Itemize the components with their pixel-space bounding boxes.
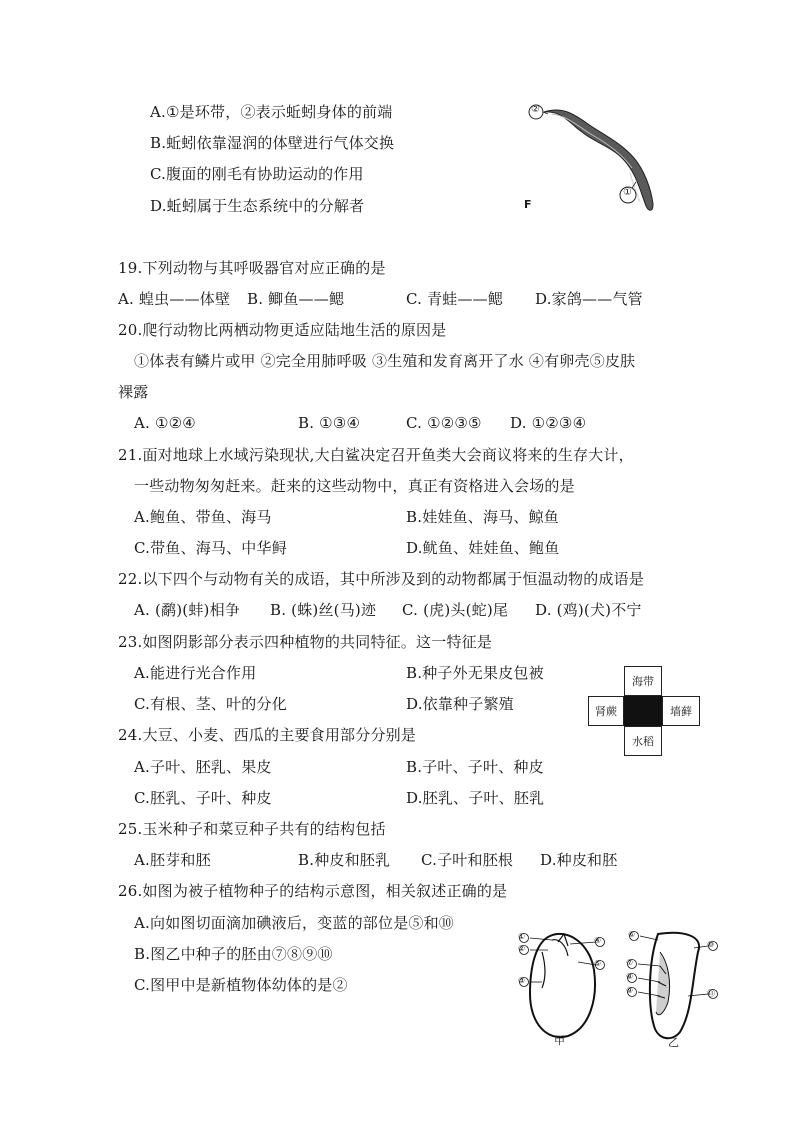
q23-option-b: B.种子外无果皮包被 [406, 664, 544, 682]
cross-right-box [662, 696, 700, 726]
q19-option-a: A. 蝗虫——体壁 [118, 290, 231, 308]
cross-left-label: 肾蕨 [595, 705, 617, 718]
q23-option-a: A.能进行光合作用 [134, 664, 257, 682]
q20-statements-line1: ①体表有鳞片或甲 ②完全用肺呼吸 ③生殖和发育离开了水 ④有卵壳⑤皮肤 [134, 352, 636, 370]
q21-option-b: B.娃娃鱼、海马、鲸鱼 [406, 508, 559, 526]
seed-yi-caption: 乙 [668, 1036, 679, 1049]
q22-option-b: B. (蛛)丝(马)迹 [270, 601, 377, 619]
q24-option-a: A.子叶、胚乳、果皮 [134, 758, 272, 776]
q18-option-a: A.①是环带，②表示蚯蚓身体的前端 [150, 103, 393, 121]
seed-yi-label-6: ⑥ [628, 930, 636, 939]
seed-jia-caption: 甲 [554, 1034, 565, 1047]
q25-option-b: B.种皮和胚乳 [298, 851, 391, 869]
q25-option-c: C.子叶和胚根 [421, 851, 514, 869]
q26-option-a: A.向如图切面滴加碘液后，变蓝的部位是⑤和⑩ [134, 914, 455, 932]
earthworm-figure [522, 98, 662, 216]
q18-option-b: B.蚯蚓依靠湿润的体壁进行气体交换 [150, 134, 395, 152]
cross-left-box [588, 696, 624, 726]
q19-option-c: C. 青蛙——鳃 [406, 290, 504, 308]
q24-option-b: B.子叶、子叶、种皮 [406, 758, 544, 776]
seed-yi-label-8: ⑧ [626, 972, 634, 981]
q19-stem: 19.下列动物与其呼吸器官对应正确的是 [118, 259, 386, 277]
q26-stem: 26.如图为被子植物种子的结构示意图，相关叙述正确的是 [118, 882, 508, 900]
earthworm-mark: F [524, 198, 532, 211]
earthworm-label-2-text: ② [531, 104, 540, 115]
q23-option-d: D.依靠种子繁殖 [406, 695, 514, 713]
q23-option-c: C.有根、茎、叶的分化 [134, 695, 287, 713]
q25-option-d: D.种皮和胚 [540, 851, 618, 869]
q20-option-d: D. ①②③④ [510, 414, 587, 432]
cross-right-label: 墙藓 [670, 705, 692, 718]
q23-stem: 23.如图阴影部分表示四种植物的共同特征。这一特征是 [118, 633, 493, 651]
q22-option-a: A. (鹬)(蚌)相争 [134, 601, 240, 619]
q21-stem-line1: 21.面对地球上水域污染现状,大白鲨决定召开鱼类大会商议将来的生存大计， [118, 446, 634, 464]
q22-option-d: D. (鸡)(犬)不宁 [535, 601, 642, 619]
q20-option-c: C. ①②③⑤ [406, 414, 482, 432]
q19-option-b: B. 鲫鱼——鳃 [247, 290, 345, 308]
seed-yi-label-11: ⑪ [707, 989, 715, 998]
q21-option-a: A.鲍鱼、带鱼、海马 [134, 508, 272, 526]
seed-jia-outline [530, 934, 595, 1037]
seed-yi-label-9: ⑨ [626, 986, 634, 995]
q26-option-b: B.图乙中种子的胚由⑦⑧⑨⑩ [134, 945, 333, 963]
q19-option-d: D.家鸽——气管 [535, 290, 643, 308]
cross-bottom-label: 水稻 [632, 735, 654, 748]
seed-jia-label-5: ⑤ [594, 959, 602, 968]
q20-statements-line2: 裸露 [118, 383, 149, 401]
seed-jia-label-4: ④ [594, 936, 602, 945]
q21-option-d: D.鱿鱼、娃娃鱼、鲍鱼 [406, 539, 560, 557]
earthworm-label-1-text: ① [623, 187, 632, 198]
q25-option-a: A.胚芽和胚 [134, 851, 211, 869]
seed-jia-label-2: ② [518, 944, 526, 953]
q25-stem: 25.玉米种子和菜豆种子共有的结构包括 [118, 820, 386, 838]
seed-structure-drawing [508, 922, 728, 1048]
q20-option-a: A. ①②④ [134, 414, 196, 432]
q20-option-b: B. ①③④ [298, 414, 361, 432]
cross-bottom-box [624, 726, 662, 756]
plant-cross-diagram [586, 664, 702, 760]
cross-shaded-center [624, 696, 662, 726]
q21-stem-line2: 一些动物匆匆赶来。赶来的这些动物中，真正有资格进入会场的是 [134, 477, 575, 495]
seed-yi-label-10: ⑩ [707, 940, 715, 949]
q26-option-c: C.图甲中是新植物体幼体的是② [134, 976, 348, 994]
cross-top-box [624, 666, 662, 696]
seed-jia-label-1: ① [518, 932, 526, 941]
earthworm-drawing [522, 98, 662, 216]
q20-stem: 20.爬行动物比两栖动物更适应陆地生活的原因是 [118, 321, 447, 339]
cross-top-label: 海带 [632, 675, 654, 688]
q18-option-d: D.蚯蚓属于生态系统中的分解者 [150, 197, 365, 215]
q22-stem: 22.以下四个与动物有关的成语，其中所涉及到的动物都属于恒温动物的成语是 [118, 570, 645, 588]
q24-option-d: D.胚乳、子叶、胚乳 [406, 789, 545, 807]
seed-jia-label-3: ③ [518, 976, 526, 985]
q24-option-c: C.胚乳、子叶、种皮 [134, 789, 272, 807]
q21-option-c: C.带鱼、海马、中华鲟 [134, 539, 287, 557]
seed-structure-figure [508, 922, 728, 1048]
seed-yi-label-7: ⑦ [626, 958, 634, 967]
seed-yi-outline [650, 933, 699, 1038]
q24-stem: 24.大豆、小麦、西瓜的主要食用部分分别是 [118, 726, 417, 744]
q18-option-c: C.腹面的刚毛有协助运动的作用 [150, 165, 364, 183]
q22-option-c: C. (虎)头(蛇)尾 [402, 601, 509, 619]
